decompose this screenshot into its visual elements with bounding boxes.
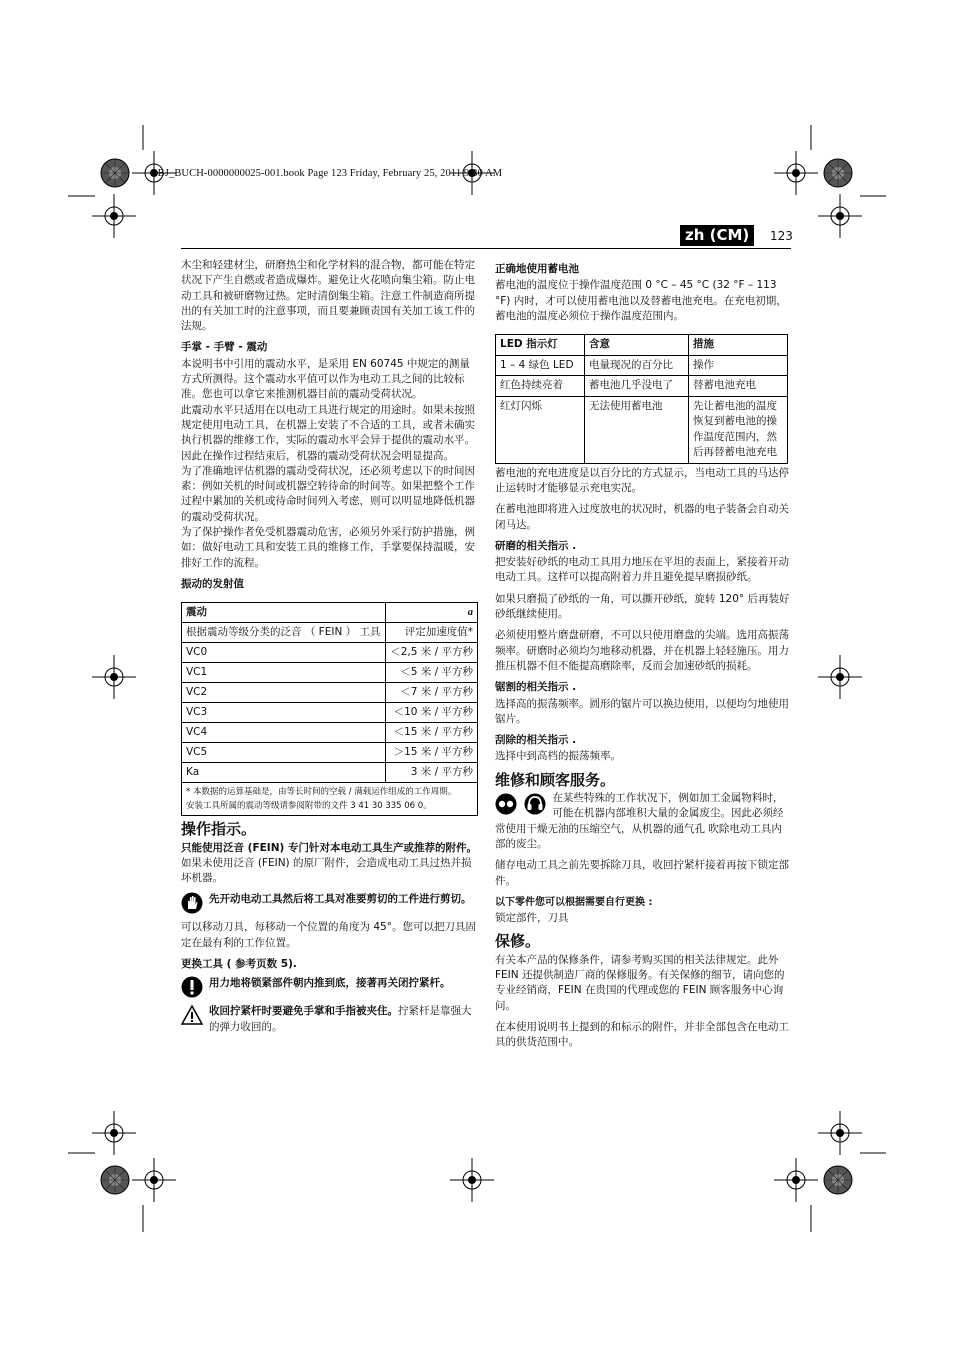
tool-rotate-paragraph: 可以移动刀具，每移动一个位置的角度为 45°。您可以把刀具固定在最有利的工作位置。 [181, 921, 476, 949]
warranty-heading: 保修。 [495, 932, 541, 951]
vib-value: 3 米 / 平方秒 [386, 763, 478, 783]
led-header: LED 指示灯 [496, 335, 585, 356]
exclamation-icon [181, 976, 203, 998]
vib-table-note-2: 安装工具所属的震动等级请参阅附带的文件 3 41 30 335 06 0。 [186, 801, 432, 812]
led-cell: 电量现况的百分比 [585, 355, 689, 376]
parts-list: 锁定部件，刀具 [495, 912, 569, 925]
vib-class: VC4 [182, 723, 386, 743]
led-cell: 红色持续亮着 [496, 376, 585, 397]
vib-table-row [182, 743, 478, 763]
vib-table-row [182, 643, 478, 663]
lever-warning-bold: 收回拧紧杆时要避免手掌和手指被夹住。 [209, 1005, 398, 1018]
vib-table-header-label: 震动 [182, 603, 386, 623]
cut-instruction-text: 先开动电动工具然后将工具对准要剪切的工件进行剪切。 [209, 893, 472, 906]
service-paragraph-1: 在某些特殊的工作状况下，例如加工金属物料时，可能在机器内部堆积大量的金属废尘。因此必须经常使用干燥无油的压缩空气，从机器的通气孔 吹除电动工具内部的废尘。 [495, 792, 784, 850]
vib-table-row [182, 763, 478, 783]
led-cell: 蓄电池几乎没电了 [585, 376, 689, 397]
service-icons [495, 793, 546, 820]
vibration-paragraph-1: 本说明书中引用的震动水平，是采用 EN 60745 中规定的测量方式所测得。这个震动水平值可以作为电动工具之间的比较标准。您也可以拿它来推测机器目前的震动受荷状况。 [181, 357, 470, 401]
battery-paragraph-3: 在蓄电池即将进入过度放电的状况时，机器的电子装备会自动关闭马达。 [495, 503, 789, 531]
led-header: 措施 [689, 335, 788, 356]
change-tool-heading: 更换工具 ( 参考页数 5). [181, 958, 297, 971]
language-badge: zh (CM) [680, 225, 754, 246]
vibration-paragraph-3: 为了准确地评估机器的震动受荷状况，还必须考虑以下的时间因素：例如关机的时间或机器空转待命的时间等。如果把整个工作过程中累加的关机或待命时间列入考虑，则可以明显地降低机器的震动受荷状况。 [181, 464, 475, 523]
vib-table-note-1: * 本数据的运算基础是，由等长时间的空载 / 满载运作组成的工作周期。 [186, 787, 457, 798]
led-table-row [496, 376, 788, 397]
warning-triangle-icon [181, 1004, 203, 1026]
service-block [495, 791, 791, 852]
vib-table-header-symbol: a [386, 603, 478, 623]
grind-heading: 研磨的相关指示 . [495, 539, 577, 552]
vib-value: ＜10 米 / 平方秒 [386, 703, 478, 723]
led-cell: 1 – 4 绿色 LED [496, 355, 585, 376]
led-cell: 无法使用蓄电池 [585, 396, 689, 463]
vib-class: VC5 [182, 743, 386, 763]
battery-heading: 正确地使用蓄电池 [495, 263, 579, 275]
warranty-paragraph-2: 在本使用说明书上提到的和标示的附件，并非全部包含在电动工具的供货范围中。 [495, 1020, 789, 1049]
grind-paragraph-3: 必须使用整片磨盘研磨，不可以只使用磨盘的尖端。选用高振荡频率。研磨时必须均匀地移动机器，并在机器上轻轻施压。用力推压机器不但不能提高磨除率，反而会加速砂纸的损耗。 [495, 629, 789, 672]
emission-heading: 振动的发射值 [181, 577, 244, 590]
vib-value: ＜7 米 / 平方秒 [386, 683, 478, 703]
vibration-paragraph-2: 此震动水平只适用在以电动工具进行规定的用途时。如果未按照规定使用电动工具，在机器上安装了不合适的工具，或者未确实执行机器的维修工作，实际的震动水平会异于提供的震动水平。因此在操作过程结束后，机器的震动受荷状况会明显提高。 [181, 403, 475, 462]
warranty-paragraph-1: 有关本产品的保修条件，请参考购买国的相关法律规定。此外 FEIN 还提供制造厂商的保修服务。有关保修的细节，请向您的专业经销商，FEIN 在贵国的代理或您的 FEIN 顾客服务中心询问。 [495, 953, 785, 1012]
grind-paragraph-2: 如果只磨损了砂纸的一角，可以撕开砂纸，旋转 120° 后再装好砂纸继续使用。 [495, 592, 790, 621]
service-paragraph-2: 储存电动工具之前先要拆除刀具，收回拧紧杆接着再按下锁定部件。 [495, 859, 789, 887]
vib-class: VC2 [182, 683, 386, 703]
vib-value: ＜15 米 / 平方秒 [386, 723, 478, 743]
battery-paragraph-2: 蓄电池的充电进度是以百分比的方式显示，当电动工具的马达停止运转时才能够显示充电实况。 [495, 466, 789, 494]
vib-class: VC0 [182, 643, 386, 663]
vib-table-row [182, 663, 478, 683]
hand-icon [181, 892, 203, 914]
lever-warning-text [209, 1004, 478, 1035]
lever-warning-rest: 拧紧杆是靠强大的弹力收回的。 [209, 1005, 472, 1033]
vib-value: ＜5 米 / 平方秒 [386, 663, 478, 683]
vib-class: VC1 [182, 663, 386, 683]
vib-class: Ka [182, 763, 386, 783]
vib-value: ＞15 米 / 平方秒 [386, 743, 478, 763]
push-warning-text: 用力地将锁紧部件朝内推到底，接著再关闭拧紧杆。 [209, 977, 451, 990]
scrape-heading: 刮除的相关指示 . [495, 734, 577, 747]
led-table-row [496, 396, 788, 463]
led-cell: 替蓄电池充电 [689, 376, 788, 397]
right-column [495, 258, 791, 1056]
led-cell: 红灯闪烁 [496, 396, 585, 463]
vib-value: ＜2,5 米 / 平方秒 [386, 643, 478, 663]
vib-table-notes [182, 783, 478, 816]
cut-instruction [181, 892, 478, 914]
push-warning [181, 976, 478, 998]
operation-bold: 只能使用泛音 (FEIN) 专门针对本电动工具生产或推荐的附件。 [181, 841, 477, 854]
vibration-heading: 手掌 - 手臂 - 震动 [181, 341, 268, 354]
operation-rest: 如果未使用泛音 (FEIN) 的原厂附件，会造成电动工具过热并损坏机器。 [181, 856, 472, 885]
vib-class: VC3 [182, 703, 386, 723]
saw-heading: 锯割的相关指示 . [495, 681, 577, 694]
ear-protection-icon [524, 793, 546, 815]
print-header: OBJ_BUCH-0000000025-001.book Page 123 Friday, February 25, 2011 9:30 AM [150, 168, 503, 179]
intro-paragraph: 木尘和轻建材尘，研磨热尘和化学材料的混合物，都可能在特定状况下产生自燃或者造成爆炸。避免让火花喷向集尘箱。防止电动工具和被研磨物过热。定时清倒集尘箱。注意工件制造商所提出的有关加工时的注意事项，而且要兼顾责国有关加工该工件的法规。 [181, 259, 475, 333]
header-rule [181, 248, 791, 249]
lever-warning [181, 1004, 478, 1035]
vib-table-row [182, 703, 478, 723]
led-table-row [496, 355, 788, 376]
page-number: 123 [770, 229, 793, 243]
battery-paragraph: 蓄电池的温度位于操作温度范围 0 °C – 45 °C (32 °F – 113 °F) 内时，才可以使用蓄电池以及替蓄电池充电。在充电初期，蓄电池的温度必须位于操作温度范围内。 [495, 279, 787, 322]
vib-table-row [182, 723, 478, 743]
goggles-icon [495, 793, 519, 815]
operation-paragraph [181, 841, 478, 887]
led-table [495, 334, 788, 464]
service-heading: 维修和顾客服务。 [495, 770, 616, 789]
led-cell: 先让蓄电池的温度恢复到蓄电池的操作温度范围内，然后再替蓄电池充电 [689, 396, 788, 463]
scrape-paragraph: 选择中到高档的振荡频率。 [495, 750, 621, 763]
vibration-table [181, 602, 478, 816]
led-table-header [496, 335, 788, 356]
operation-heading: 操作指示。 [181, 820, 257, 839]
parts-heading: 以下零件您可以根据需要自行更换 : [495, 896, 653, 908]
vib-table-row [182, 683, 478, 703]
saw-paragraph: 选择高的振荡频率。圆形的锯片可以换边使用，以便均匀地使用锯片。 [495, 697, 789, 725]
led-cell: 操作 [689, 355, 788, 376]
vibration-paragraph-4: 为了保护操作者免受机器震动危害，必须另外采行防护措施，例如：做好电动工具和安装工具的维修工作，手掌要保持温暖，安排好工作的流程。 [181, 526, 475, 569]
left-column [181, 258, 478, 1041]
vib-table-sub-value: 评定加速度值* [386, 623, 478, 643]
vib-table-sub-label: 根据震动等级分类的泛音 （ FEIN ） 工具 [182, 623, 386, 643]
led-header: 含意 [585, 335, 689, 356]
grind-paragraph-1: 把安装好砂纸的电动工具用力地压在平坦的表面上，紧接着开动电动工具。这样可以提高附着力并且避免提早磨损砂纸。 [495, 556, 789, 584]
